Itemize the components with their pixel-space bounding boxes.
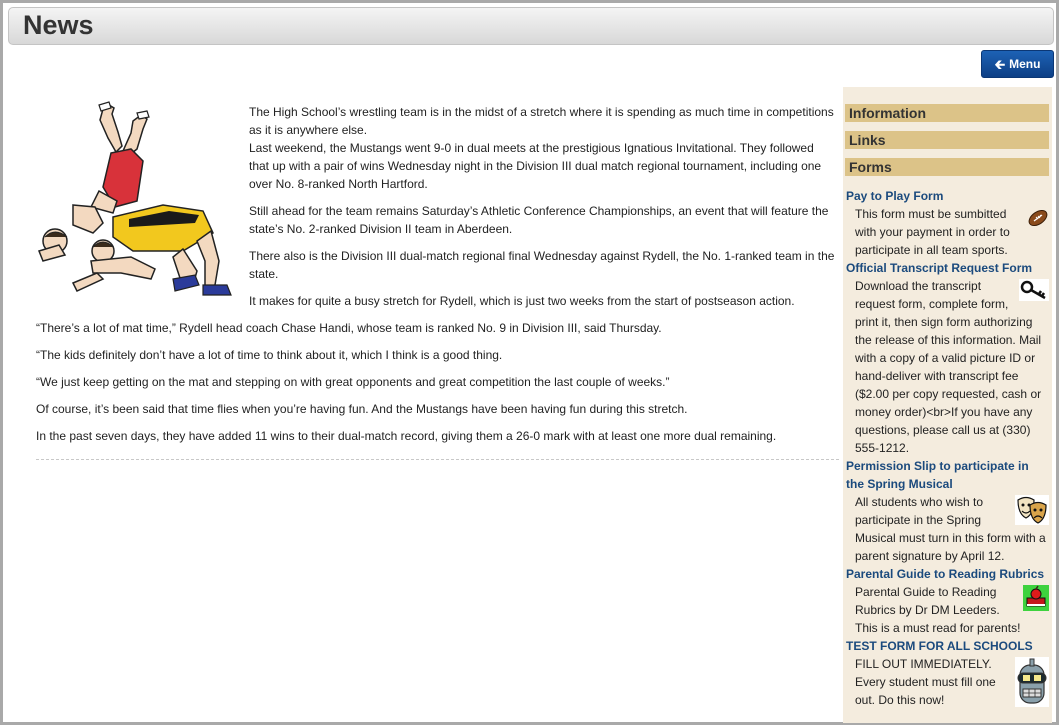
article-paragraph: It makes for quite a busy stretch for Rydell, which is just two weeks from the start of postseason action. <box>249 294 795 308</box>
form-description: Parental Guide to Reading Rubrics by Dr DM Leeders. This is a must read for parents! <box>855 585 1021 635</box>
form-description: This form must be sumbitted with your payment in order to participate in all team sports. <box>855 207 1010 257</box>
sidebar-section-links[interactable]: Links <box>845 131 1049 149</box>
article-paragraph: There also is the Division III dual-match regional final Wednesday against Rydell, the No. 1-ranked team in the state. <box>249 249 835 281</box>
article-paragraph: The High School’s wrestling team is in the midst of a stretch where it is spending as much time in competitions as it is anywhere else. <box>249 105 834 137</box>
article-paragraph: Last weekend, the Mustangs went 9-0 in dual meets at the prestigious Ignatious Invitational. They followed that up with a pair of wins Wednesday night in the Division III dual match regional tournament, including one over No. 8-ranked North Hartford. <box>249 141 822 191</box>
theater-masks-icon <box>1015 495 1049 525</box>
form-link-test-form[interactable]: TEST FORM FOR ALL SCHOOLS <box>846 639 1033 653</box>
form-item <box>846 187 1049 259</box>
article-paragraph: “The kids definitely don’t have a lot of time to think about it, which I think is a good thing. <box>36 348 503 362</box>
menu-button-label: Menu <box>1009 57 1041 71</box>
form-item <box>846 637 1049 709</box>
sidebar-section-forms[interactable]: Forms <box>845 158 1049 176</box>
book-apple-icon <box>1023 585 1049 611</box>
article-paragraph: Of course, it’s been said that time flies when you’re having fun. And the Mustangs have been having fun during this stretch. <box>36 402 688 416</box>
menu-button[interactable] <box>981 50 1054 78</box>
form-item <box>846 565 1049 637</box>
form-link-transcript-request[interactable]: Official Transcript Request Form <box>846 261 1033 275</box>
forms-list <box>846 187 1049 709</box>
article-divider <box>36 459 839 460</box>
form-item <box>846 259 1049 457</box>
page-title: News <box>23 10 94 40</box>
article-paragraph: Still ahead for the team remains Saturday’s Athletic Conference Championships, an event that will feature the state’s No. 2-ranked Division II team in Aberdeen. <box>249 204 829 236</box>
page-header <box>8 7 1054 45</box>
article-paragraph: In the past seven days, they have added 11 wins to their dual-match record, giving them a 26-0 mark with at least one more dual remaining. <box>36 429 777 443</box>
form-item <box>846 457 1049 565</box>
football-icon <box>1027 207 1049 229</box>
form-link-permission-slip[interactable]: Permission Slip to participate in the Spring Musical <box>846 459 1029 491</box>
form-link-pay-to-play[interactable]: Pay to Play Form <box>846 189 944 203</box>
sidebar-section-information[interactable]: Information <box>845 104 1049 122</box>
back-arrow-icon: 🡰 <box>994 56 1006 72</box>
key-icon <box>1019 279 1049 301</box>
sidebar <box>843 87 1052 723</box>
form-link-reading-rubrics[interactable]: Parental Guide to Reading Rubrics <box>846 567 1045 581</box>
article-paragraph: “We just keep getting on the mat and stepping on with great opponents and great competition the last couple of weeks.” <box>36 375 670 389</box>
robot-icon <box>1015 657 1049 707</box>
form-description: All students who wish to participate in the Spring Musical must turn in this form with a parent signature by April 12. <box>855 495 1046 563</box>
form-description: FILL OUT IMMEDIATELY. Every student must fill one out. Do this now! <box>855 657 996 707</box>
news-article <box>36 103 836 454</box>
article-paragraph: “There’s a lot of mat time,” Rydell head coach Chase Handi, whose team is ranked No. 9 in Division III, said Thursday. <box>36 321 662 335</box>
form-description: Download the transcript request form, complete form, print it, then sign form authorizing the release of this information. Mail with a copy of a valid picture ID or hand-deliver with transcript fee ($2.00 per copy requested, cash or money order)<br>If you have any questions, please call us at (330) 555-1212. <box>855 279 1042 455</box>
